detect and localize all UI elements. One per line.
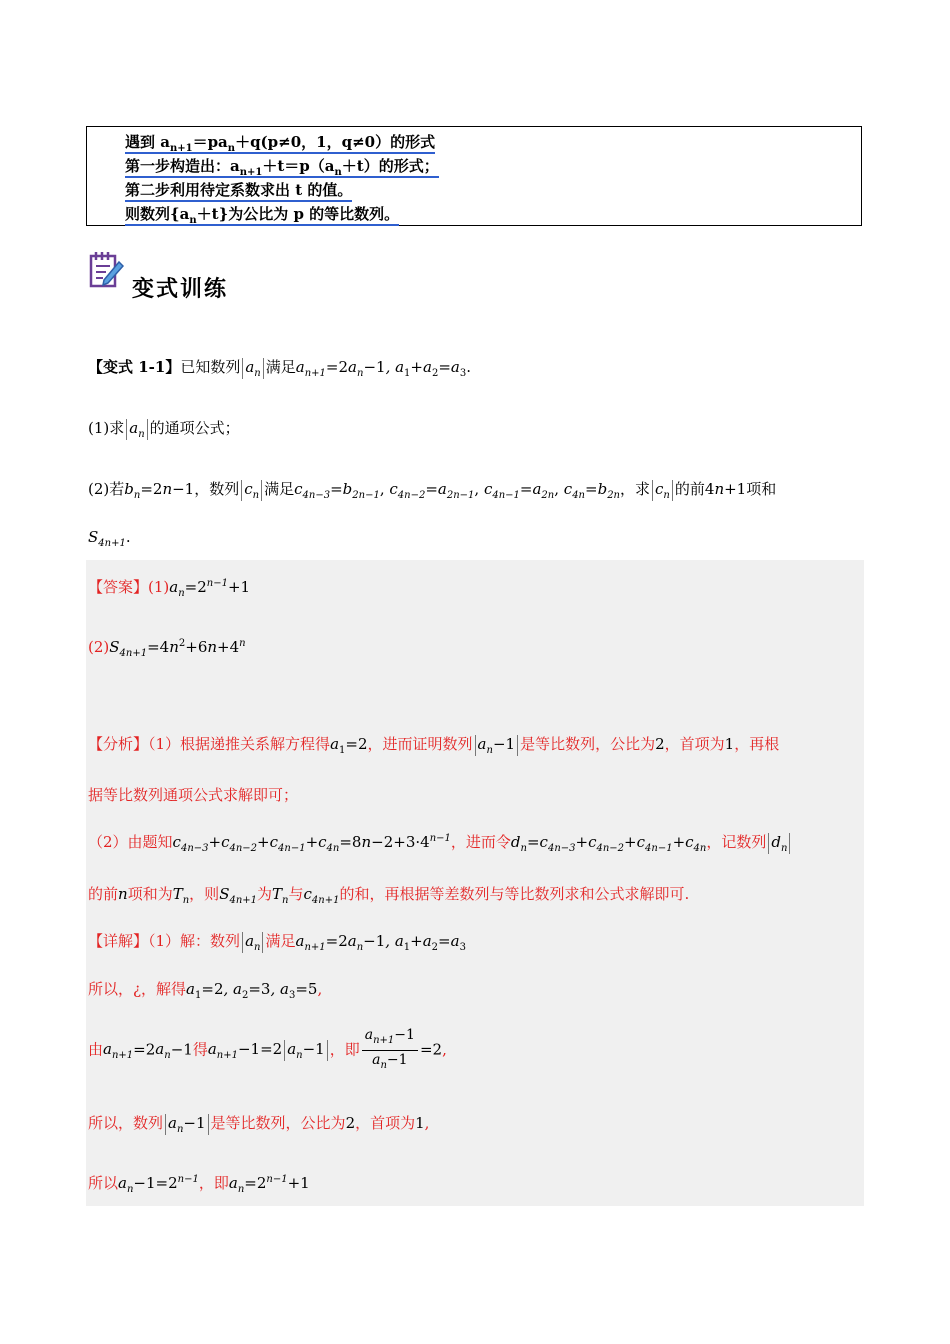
- text: (2)若: [88, 480, 125, 498]
- text: 的和，再根据等差数列与等比数列求和公式求解即可.: [339, 885, 690, 903]
- summary-line-2: 第一步构造出：$a_{n+1}+t=p(a_n+t)$的形式；: [125, 157, 439, 178]
- text: 得: [192, 1040, 208, 1059]
- analysis-line-4: 的前n项和为$T_n$，则$S_{4n+1}$为$T_n$与$c_{4n+1}$的和，再根据等差数列与等比数列求和公式求解即可.: [88, 885, 690, 906]
- text: 的前: [674, 480, 705, 498]
- text: 项和: [746, 480, 777, 498]
- analysis-line-2: [88, 784, 298, 805]
- text: 所以，数列: [88, 1114, 164, 1132]
- text: ，首项为: [664, 735, 725, 753]
- text: ，求: [620, 480, 651, 498]
- fraction: $\frac{a_{n+1}-1}{a_n-1}$: [362, 1026, 418, 1075]
- text: (1): [148, 578, 170, 596]
- answer-label: 【答案】: [88, 578, 149, 596]
- problem-sum-symbol: $S_{4n+1}$.: [88, 528, 131, 549]
- text: （1）解：数列: [148, 932, 241, 950]
- text: 所以，¿，解得: [88, 980, 187, 998]
- detail-line-1: 【详解】（1）解：数列 $a_n$ 满足$a_{n+1}=2a_n-1$, $a_1+a_2=a_3$: [88, 932, 466, 953]
- analysis-label: 【分析】: [88, 735, 149, 753]
- detail-line-4: 所以，数列 $a_n-1$ 是等比数列，公比为2，首项为1,: [88, 1114, 430, 1135]
- detail-line-2: 所以，¿，解得$a_1=2$, $a_2=3$, $a_3=5$,: [88, 980, 323, 1001]
- text: 是等比数列，公比为: [520, 735, 656, 753]
- text: 项和为: [127, 885, 173, 903]
- text: 已知数列: [180, 358, 241, 376]
- text: （2）由题知: [88, 833, 173, 851]
- text: 的通项公式；: [149, 419, 240, 437]
- notepad-pencil-icon: [88, 250, 124, 290]
- text: 由: [88, 1040, 104, 1059]
- summary-line-1: 遇到 $a_{n+1}=pa_n+q(p\ne 0$，1，q≠0）的形式: [125, 133, 436, 154]
- text: 据等比数列通项公式求解即可；: [88, 786, 299, 804]
- problem-part-2: (2)若$b_n=2n-1$，数列 $c_n$ 满足$c_{4n-3}=b_{2n-1}$, $c_{4n-2}=a_{2n-1}$, $c_{4n-1}=a_{2n}$, $c_{4n}=b_{2n}$，求 $c_n$ 的前4n+1项和: [88, 480, 777, 501]
- detail-line-3: 由$a_{n+1}=2a_n-1$得$a_{n+1}-1=2$ $a_n-1$ ，即 $\frac{a_{n+1}-1}{a_n-1}$ =2,: [88, 1026, 447, 1075]
- text: ，进而证明数列: [367, 735, 473, 753]
- text: ，即: [329, 1040, 360, 1059]
- problem-statement: 【变式 1-1】已知数列 $a_n$ 满足$a_{n+1}=2a_n-1$, $a_1+a_2=a_3$.: [88, 358, 472, 379]
- answer-part-1: 【答案】$(1)a_n=2^{n-1}+1$: [88, 578, 251, 599]
- text: 满足: [265, 932, 296, 950]
- text: 是等比数列，公比为: [210, 1114, 346, 1132]
- text: ，再根: [734, 735, 780, 753]
- text: （1）根据递推关系解方程得: [148, 735, 331, 753]
- text: (1)求: [88, 419, 125, 437]
- analysis-line-3: （2）由题知$c_{4n-3}+c_{4n-2}+c_{4n-1}+c_{4n}=8n-2+3\cdot 4^{n-1}$，进而令$d_n=c_{4n-3}+c_{4n-2}+c_{4n-1}+c_{4n}$，记数列 $d_n$: [88, 831, 792, 854]
- text: ，首项为: [355, 1114, 416, 1132]
- section-heading: [88, 250, 388, 300]
- summary-line-4: 则数列$\{a_n+t\}$为公比为 p 的等比数列。: [125, 205, 400, 226]
- text: 满足: [264, 480, 295, 498]
- text: 所以: [88, 1174, 119, 1192]
- text: 与: [288, 885, 304, 903]
- text: (2): [88, 638, 110, 656]
- text: 的前: [88, 885, 119, 903]
- summary-line-3: 第二步利用待定系数求出 t 的值。: [125, 178, 861, 202]
- text: 满足: [265, 358, 296, 376]
- text: ，记数列: [706, 833, 767, 851]
- text: 为: [257, 885, 273, 903]
- problem-part-1: (1)求 $a_n$ 的通项公式；: [88, 419, 240, 440]
- answer-part-2: $(2)S_{4n+1}=4n^2+6n+4^n$: [88, 638, 246, 659]
- text: ，数列: [194, 480, 240, 498]
- text: ，即: [198, 1174, 229, 1192]
- section-title: 变式训练: [132, 277, 229, 302]
- analysis-line-1: 【分析】（1）根据递推关系解方程得$a_1=2$，进而证明数列 $a_n-1$ 是等比数列，公比为2，首项为1，再根: [88, 735, 780, 756]
- detail-label: 【详解】: [88, 932, 149, 950]
- problem-label: 【变式 1-1】: [88, 358, 181, 376]
- method-summary-box: [86, 126, 862, 226]
- text: ，进而令: [450, 833, 511, 851]
- text: ，则: [189, 885, 220, 903]
- detail-line-5: 所以$a_n-1=2^{n-1}$，即$a_n=2^{n-1}+1$: [88, 1174, 310, 1195]
